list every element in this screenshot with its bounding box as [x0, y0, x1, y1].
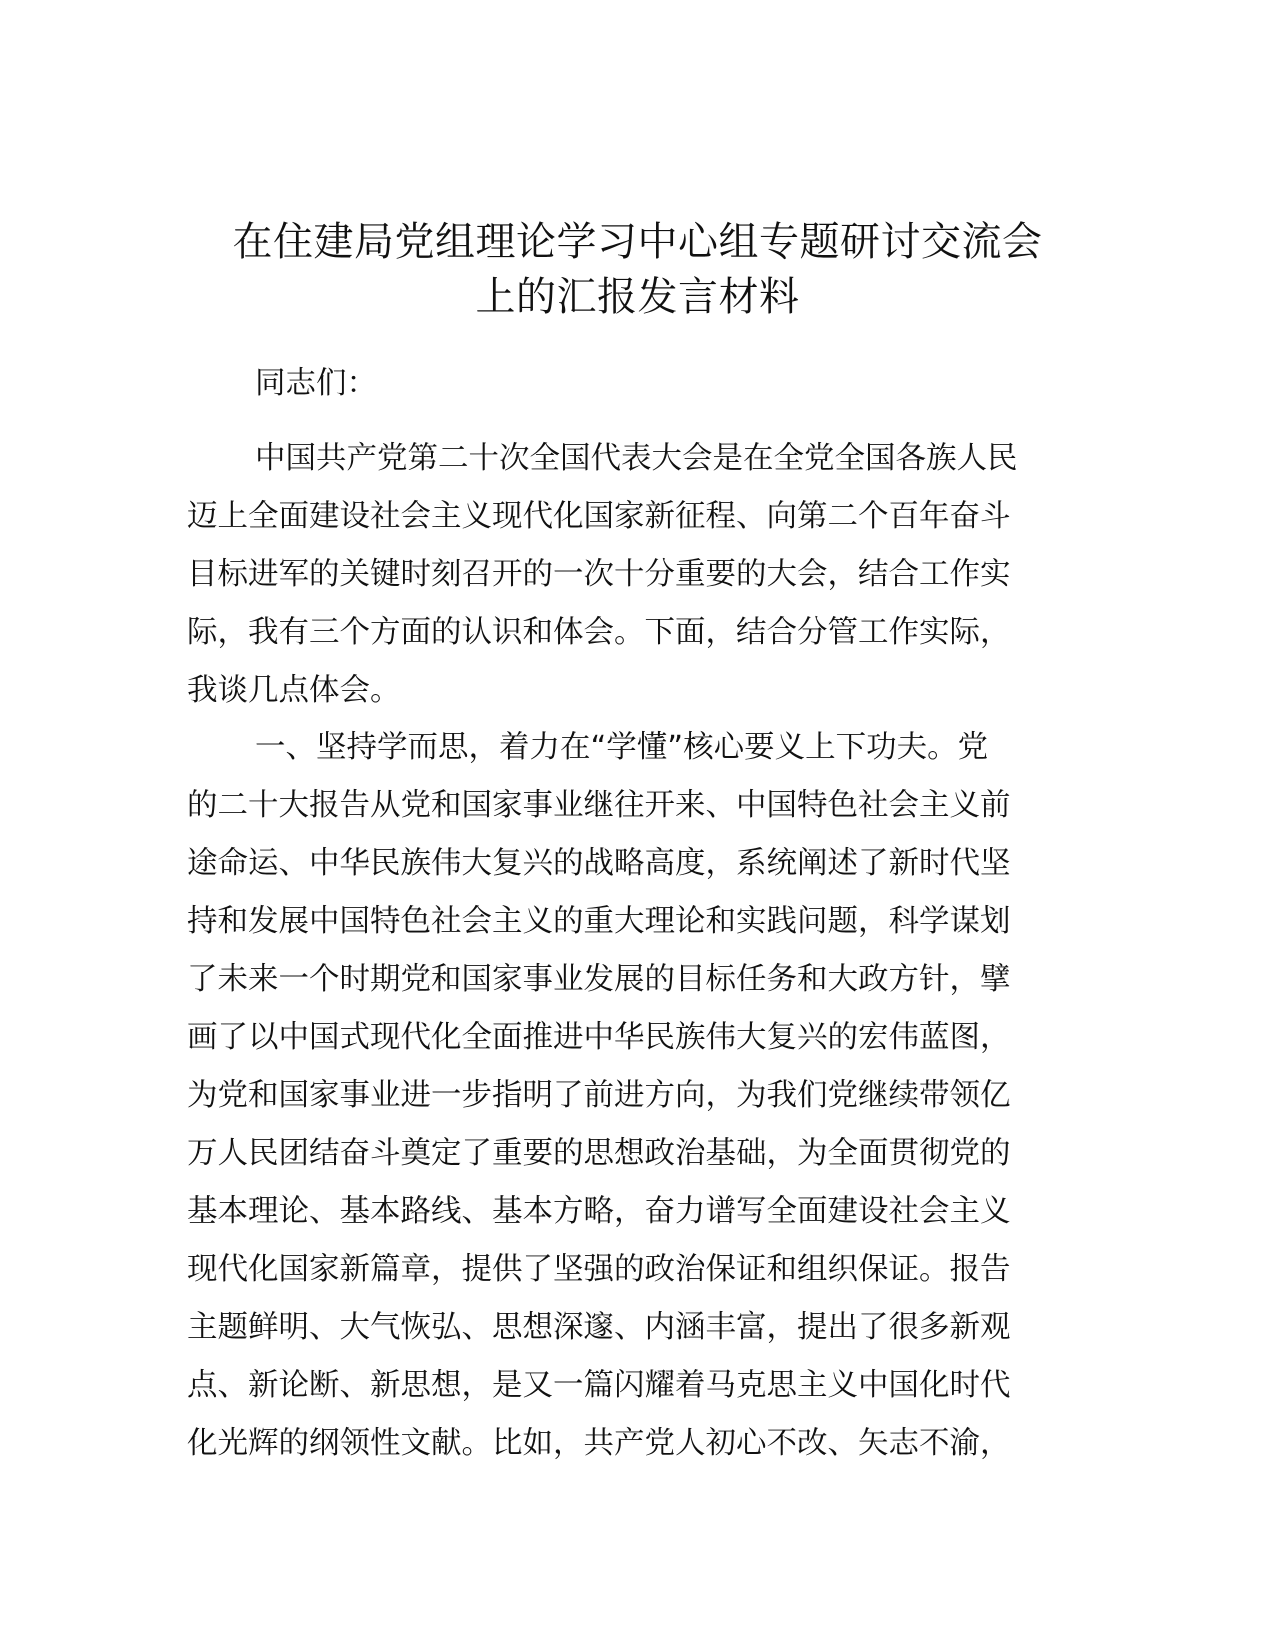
- paragraph-line: 主题鲜明、大气恢弘、思想深邃、内涵丰富，提出了很多新观: [187, 1310, 1011, 1345]
- paragraph-line: 持和发展中国特色社会主义的重大理论和实践问题，科学谋划: [187, 904, 1011, 939]
- paragraph-2: [187, 719, 1087, 1473]
- title-line-1: 在住建局党组理论学习中心组专题研讨交流会: [232, 219, 1043, 265]
- paragraph-line: 点、新论断、新思想，是又一篇闪耀着马克思主义中国化时代: [187, 1368, 1011, 1403]
- paragraph-line: 化光辉的纲领性文献。比如，共产党人初心不改、矢志不渝，: [187, 1426, 1011, 1461]
- paragraph-line: 万人民团结奋斗奠定了重要的思想政治基础，为全面贯彻党的: [187, 1136, 1011, 1171]
- greeting: 同志们：: [255, 366, 377, 401]
- paragraph-line: 一、坚持学而思，着力在“学懂”核心要义上下功夫。党: [255, 730, 989, 765]
- document-title: [180, 215, 1095, 325]
- paragraph-line: 途命运、中华民族伟大复兴的战略高度，系统阐述了新时代坚: [187, 846, 1011, 881]
- paragraph-line: 为党和国家事业进一步指明了前进方向，为我们党继续带领亿: [187, 1078, 1011, 1113]
- paragraph-line: 中国共产党第二十次全国代表大会是在全党全国各族人民: [255, 441, 1018, 476]
- title-line-2: 上的汇报发言材料: [475, 274, 800, 320]
- paragraph-line: 现代化国家新篇章，提供了坚强的政治保证和组织保证。报告: [187, 1252, 1011, 1287]
- paragraph-line: 的二十大报告从党和国家事业继往开来、中国特色社会主义前: [187, 788, 1011, 823]
- paragraph-line: 基本理论、基本路线、基本方略，奋力谱写全面建设社会主义: [187, 1194, 1011, 1229]
- paragraph-line: 我谈几点体会。: [187, 673, 401, 708]
- paragraph-line: 目标进军的关键时刻召开的一次十分重要的大会，结合工作实: [187, 557, 1011, 592]
- paragraph-line: 迈上全面建设社会主义现代化国家新征程、向第二个百年奋斗: [187, 499, 1011, 534]
- paragraph-line: 际，我有三个方面的认识和体会。下面，结合分管工作实际，: [187, 615, 1011, 650]
- paragraph-line: 画了以中国式现代化全面推进中华民族伟大复兴的宏伟蓝图，: [187, 1020, 1011, 1055]
- paragraph-1: [187, 430, 1087, 720]
- paragraph-line: 了未来一个时期党和国家事业发展的目标任务和大政方针，擘: [187, 962, 1011, 997]
